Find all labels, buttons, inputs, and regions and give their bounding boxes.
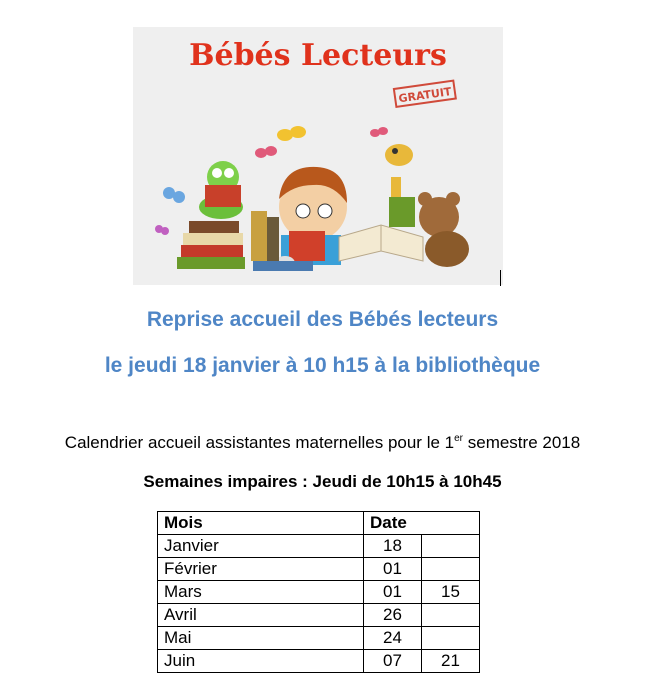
cell-mois: Janvier (158, 535, 364, 558)
butterfly-icon (163, 187, 185, 203)
schedule-subheading: Semaines impaires : Jeudi de 10h15 à 10h45 (143, 472, 502, 491)
butterfly-icon (155, 225, 169, 235)
cell-date-1: 24 (364, 627, 422, 650)
column-header-date: Date (364, 512, 480, 535)
cell-date-2 (422, 558, 480, 581)
table-row (158, 558, 480, 581)
cell-date-1: 01 (364, 558, 422, 581)
teddy-bear-icon (418, 192, 469, 267)
cell-date-2: 15 (422, 581, 480, 604)
cell-date-2 (422, 535, 480, 558)
table-row (158, 581, 480, 604)
butterfly-icon (255, 146, 277, 158)
text-cursor (500, 270, 501, 286)
cell-date-2 (422, 604, 480, 627)
cell-date-1: 07 (364, 650, 422, 673)
cell-mois: Mai (158, 627, 364, 650)
table-header-row (158, 512, 480, 535)
intro-superscript: er (454, 433, 464, 444)
cell-mois: Juin (158, 650, 364, 673)
intro-text: Calendrier accueil assistantes maternelles pour le 1 (64, 433, 455, 452)
cell-date-1: 26 (364, 604, 422, 627)
table-row (158, 650, 480, 673)
column-header-mois: Mois (158, 512, 364, 535)
headline-line-2: le jeudi 18 janvier à 10 h15 à la bibliothèque (104, 354, 541, 377)
banner-illustration (133, 27, 503, 285)
open-book-icon (339, 225, 423, 261)
cell-date-1: 01 (364, 581, 422, 604)
cell-date-2: 21 (422, 650, 480, 673)
caterpillar-icon (199, 161, 243, 219)
table-row (158, 535, 480, 558)
giraffe-icon (385, 144, 415, 227)
butterfly-icon (277, 126, 306, 141)
banner-title: Bébés Lecteurs (189, 38, 447, 73)
table-row (158, 627, 480, 650)
gratuit-stamp (394, 81, 456, 107)
calendar-intro (0, 433, 645, 453)
cell-mois: Mars (158, 581, 364, 604)
calendar-table (157, 511, 480, 673)
cell-date-1: 18 (364, 535, 422, 558)
boy-reading-icon (275, 167, 347, 270)
headline-line-1: Reprise accueil des Bébés lecteurs (146, 308, 499, 331)
butterfly-icon (370, 127, 388, 137)
table-row (158, 604, 480, 627)
cell-mois: Avril (158, 604, 364, 627)
cell-date-2 (422, 627, 480, 650)
intro-text-end: semestre 2018 (463, 433, 581, 452)
cell-mois: Février (158, 558, 364, 581)
book-stack-left (177, 221, 245, 269)
svg-text:GRATUIT: GRATUIT (397, 85, 453, 106)
